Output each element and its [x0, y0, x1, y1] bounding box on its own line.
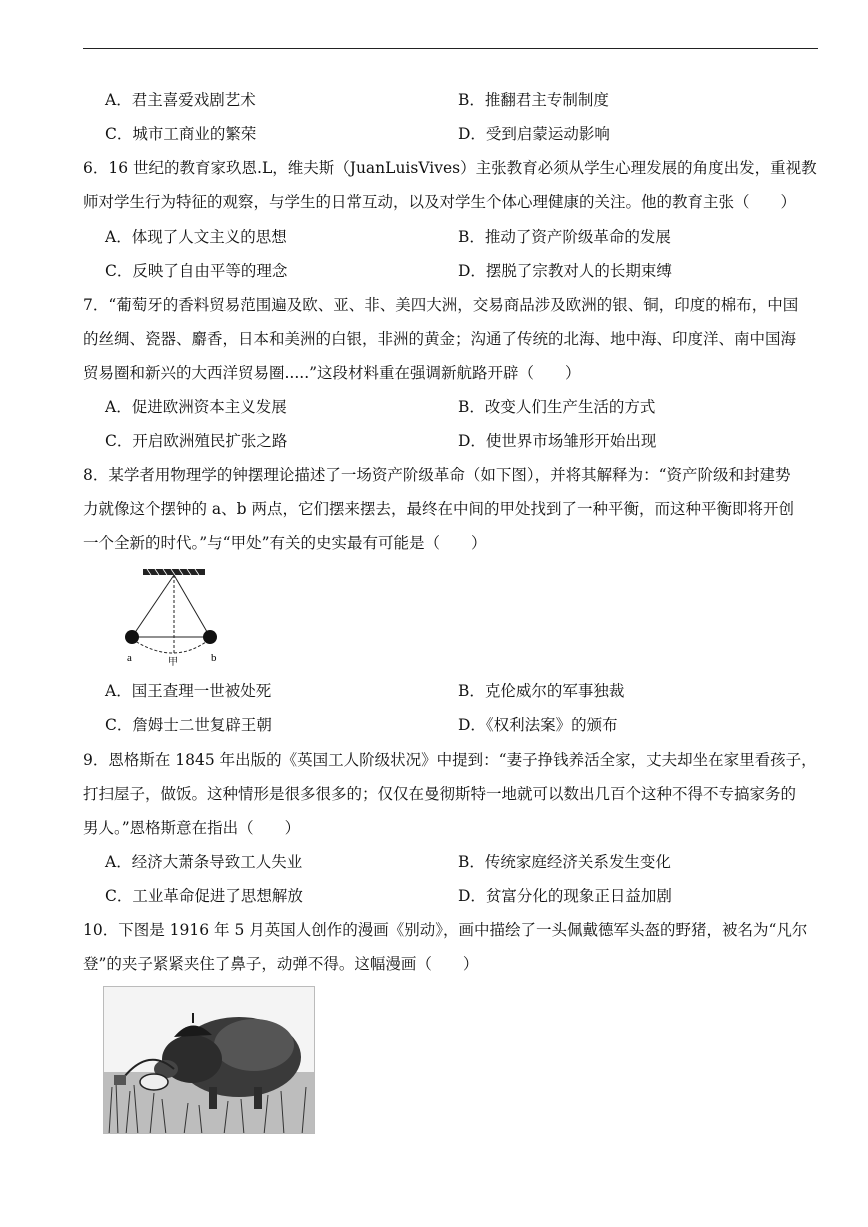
q7-option-a[interactable]: A．促进欧洲资本主义发展: [105, 398, 287, 416]
q7-stem-line-2: 的丝绸、瓷器、麝香，日本和美洲的白银，非洲的黄金；沟通了传统的北海、地中海、印度洋、南中国海: [83, 330, 797, 348]
q6-option-c[interactable]: C．反映了自由平等的理念: [105, 262, 288, 280]
pendulum-arc: [132, 639, 210, 653]
q5-option-d[interactable]: D．受到启蒙运动影响: [458, 125, 610, 143]
q7-option-c[interactable]: C．开启欧洲殖民扩张之路: [105, 432, 288, 450]
cartoon-boar-trap-illustration: [104, 987, 315, 1134]
q9-option-a[interactable]: A．经济大萧条导致工人失业: [105, 853, 303, 871]
q6-option-d[interactable]: D．摆脱了宗教对人的长期束缚: [458, 262, 672, 280]
pendulum-ball-a: [125, 630, 139, 644]
q5-option-c[interactable]: C．城市工商业的繁荣: [105, 125, 257, 143]
q7-option-b[interactable]: B．改变人们生产生活的方式: [458, 398, 656, 416]
label-b: b: [211, 652, 217, 664]
label-a: a: [127, 652, 132, 664]
header-rule: [83, 48, 818, 49]
q5-option-a[interactable]: A．君主喜爱戏剧艺术: [105, 91, 256, 109]
trap-base: [114, 1075, 126, 1085]
q8-option-d[interactable]: D．《权利法案》的颁布: [458, 716, 618, 734]
pendulum-string-b: [174, 575, 210, 637]
q8-stem-line-3: 一个全新的时代。”与“甲处”有关的史实最有可能是（ ）: [83, 534, 487, 552]
q6-stem-line-1: 6．16 世纪的教育家玖恩.L，维夫斯（JuanLuisVives）主张教育必须从学生心理发展的角度出发，重视教: [83, 159, 817, 177]
q10-stem-line-1: 10．下图是 1916 年 5 月英国人创作的漫画《别动》，画中描绘了一头佩戴德军头盔的野猪，被名为“凡尔: [83, 921, 808, 939]
q9-stem-line-1: 9．恩格斯在 1845 年出版的《英国工人阶级状况》中提到：“妻子挣钱养活全家，丈夫却坐在家里看孩子，: [83, 751, 817, 769]
cartoon-image: [103, 986, 315, 1134]
q8-stem-line-1: 8．某学者用物理学的钟摆理论描述了一场资产阶级革命（如下图），并将其解释为：“资产阶级和封建势: [83, 466, 791, 484]
q8-option-c[interactable]: C．詹姆士二世复辟王朝: [105, 716, 272, 734]
q7-stem-line-3: 贸易圈和新兴的大西洋贸易圈.....”这段材料重在强调新航路开辟（ ）: [83, 364, 581, 382]
q7-option-d[interactable]: D．使世界市场雏形开始出现: [458, 432, 657, 450]
pendulum-ball-b: [203, 630, 217, 644]
q8-option-a[interactable]: A．国王查理一世被处死: [105, 682, 272, 700]
q6-option-a[interactable]: A．体现了人文主义的思想: [105, 228, 287, 246]
q6-option-b[interactable]: B．推动了资产阶级革命的发展: [458, 228, 671, 246]
q10-stem-line-2: 登”的夹子紧紧夹住了鼻子，动弹不得。这幅漫画（ ）: [83, 955, 479, 973]
q9-stem-line-2: 打扫屋子，做饭。这种情形是很多很多的；仅仅在曼彻斯特一地就可以数出几百个这种不得不专搞家务的: [83, 785, 797, 803]
q8-stem-line-2: 力就像这个摆钟的 a、b 两点，它们摆来摆去，最终在中间的甲处找到了一种平衡，而这种平衡即将开创: [83, 500, 795, 518]
label-jia: 甲: [168, 657, 178, 668]
q6-stem-line-2: 师对学生行为特征的观察，与学生的日常互动，以及对学生个体心理健康的关注。他的教育主张（ ）: [83, 193, 797, 211]
q9-option-b[interactable]: B．传统家庭经济关系发生变化: [458, 853, 671, 871]
q8-option-b[interactable]: B．克伦威尔的军事独裁: [458, 682, 625, 700]
q5-option-b[interactable]: B．推翻君主专制制度: [458, 91, 609, 109]
q9-stem-line-3: 男人。”恩格斯意在指出（ ）: [83, 819, 301, 837]
q9-option-d[interactable]: D．贫富分化的现象正日益加剧: [458, 887, 672, 905]
q7-stem-line-1: 7．“葡萄牙的香料贸易范围遍及欧、亚、非、美四大洲，交易商品涉及欧洲的银、铜，印度的棉布，中国: [83, 296, 799, 314]
pendulum-string-a: [132, 575, 174, 637]
pendulum-figure: [115, 567, 225, 672]
trap-plate: [140, 1074, 168, 1090]
q9-option-c[interactable]: C．工业革命促进了思想解放: [105, 887, 303, 905]
